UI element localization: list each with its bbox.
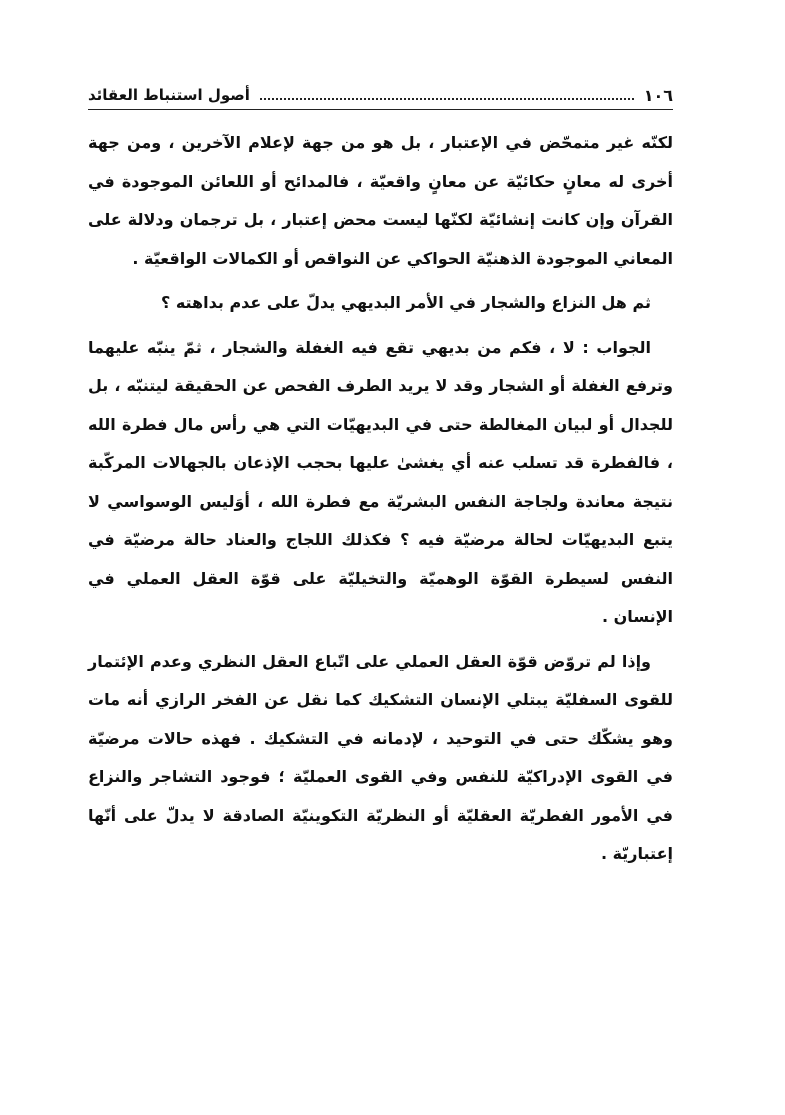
body-text <box>88 124 673 874</box>
running-header <box>88 82 673 108</box>
paragraph-4: وإذا لم تروّض قوّة العقل العملي على اتّباع العقل النظري وعدم الإئتمار للقوى السفليّة يبتلي الإنسان التشكيك كما نقل عن الفخر الرازي أنه مات وهو يشكّك حتى في التوحيد ، لإدمانه في التشكيك . فهذه حالات مرضيّة في القوى الإدراكيّة للنفس وفي القوى العمليّة ؛ فوجود التشاجر والنزاع في الأمور الفطريّة العقليّة أو النظريّة التكوينيّة الصادقة لا يدلّ على أنّها إعتباريّة . <box>88 651 673 863</box>
running-title: أصول استنباط العقائد <box>88 86 250 104</box>
header-rule <box>88 109 673 110</box>
paragraph-1: لكنّه غير متمحّض في الإعتبار ، بل هو من جهة لإعلام الآخرين ، ومن جهة أخرى له معانٍ حكائيّة عن معانٍ واقعيّة ، فالمدائح أو اللعائن الموجودة في القرآن وإن كانت إنشائيّة لكنّها ليست محض إعتبار ، بل ترجمان ودلالة على المعاني الموجودة الذهنيّة الحواكي عن النواقص أو الكمالات الواقعيّة . <box>88 133 673 268</box>
paragraph-2: ثم هل النزاع والشجار في الأمر البديهي يدلّ على عدم بداهته ؟ <box>160 293 651 312</box>
paragraph-3: الجواب : لا ، فكم من بديهي تقع فيه الغفلة والشجار ، ثمّ ينبّه عليهما وترفع الغفلة أو الشجار وقد لا يريد الطرف الفحص عن الحقيقة ليتنبّه ، بل للجدال أو لبيان المغالطة حتى في البديهيّات التي هي رأس مال فطرة الله ، فالفطرة قد تسلب عنه أي يغشىٰ عليها بحجب الإذعان بالجهالات المركّبة نتيجة معاندة ولجاجة النفس البشريّة مع فطرة الله ، أوَليس الوسواسي لا يتبع البديهيّات لحالة مرضيّة فيه ؟ فكذلك اللجاج والعناد حالة مرضيّة في النفس لسيطرة القوّة الوهميّة والتخيليّة على قوّة العقل العملي في الإنسان . <box>88 337 673 626</box>
header-dot-leader <box>260 98 634 100</box>
page-number: ١٠٦ <box>643 85 673 105</box>
